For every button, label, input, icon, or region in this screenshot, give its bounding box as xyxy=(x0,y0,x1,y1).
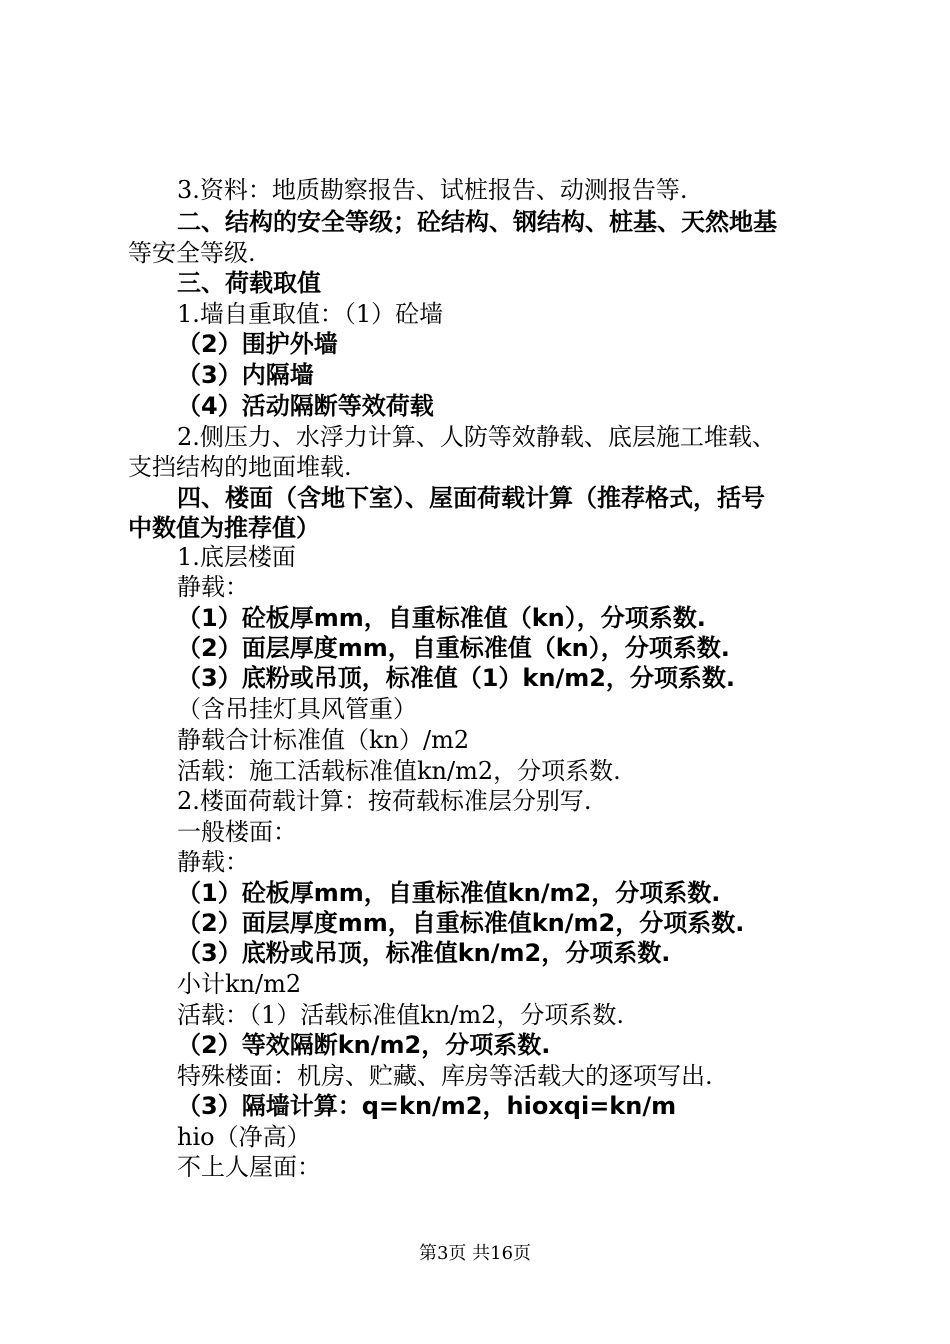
text-line-net-height: hio（净高） xyxy=(177,1123,311,1151)
text-line-lamp-duct: （含吊挂灯具风管重） xyxy=(177,695,417,723)
text-line-materials: 3.资料：地质勘察报告、试桩报告、动测报告等. xyxy=(177,176,688,204)
text-line-interior-wall: （3）内隔墙 xyxy=(177,361,314,389)
page-number: 第3页 共16页 xyxy=(418,1243,532,1264)
text-line-live-load-2: 活载：（1）活载标准值kn/m2，分项系数. xyxy=(177,1001,625,1029)
text-line-partition-load: （4）活动隔断等效荷载 xyxy=(177,392,434,420)
text-line-surface-2: （2）面层厚度mm，自重标准值kn/m2，分项系数. xyxy=(177,909,745,937)
heading-floor-roof-load-cont: 中数值为推荐值） xyxy=(128,514,320,542)
text-line-lateral-pressure: 2.侧压力、水浮力计算、人防等效静载、底层施工堆载、 xyxy=(177,423,776,451)
text-line-dead-load-1: 静载： xyxy=(177,573,249,601)
text-line-exterior-wall: （2）围护外墙 xyxy=(177,330,338,358)
text-line-partition-wall-calc: （3）隔墙计算：q=kn/m2，hioxqi=kn/m xyxy=(177,1092,677,1120)
text-line-safety-level-cont: 等安全等级. xyxy=(128,239,256,267)
text-line-slab-2: （1）砼板厚mm，自重标准值kn/m2，分项系数. xyxy=(177,879,721,907)
text-line-dead-load-2: 静载： xyxy=(177,848,249,876)
text-line-equivalent-partition: （2）等效隔断kn/m2，分项系数. xyxy=(177,1031,551,1059)
text-line-ground-floor: 1.底层楼面 xyxy=(177,543,296,571)
heading-safety-level: 二、结构的安全等级；砼结构、钢结构、桩基、天然地基 xyxy=(177,208,777,236)
heading-load-values: 三、荷载取值 xyxy=(177,269,321,297)
text-line-subtotal: 小计kn/m2 xyxy=(177,970,302,998)
text-line-slab-1: （1）砼板厚mm，自重标准值（kn），分项系数. xyxy=(177,604,706,632)
text-line-non-accessible-roof: 不上人屋面： xyxy=(177,1153,321,1181)
text-line-wall-weight: 1.墙自重取值：（1）砼墙 xyxy=(177,300,444,328)
text-line-live-load-1: 活载：施工活载标准值kn/m2，分项系数. xyxy=(177,757,621,785)
text-line-surface-1: （2）面层厚度mm，自重标准值（kn），分项系数. xyxy=(177,634,730,662)
text-line-ceiling-2: （3）底粉或吊顶，标准值kn/m2，分项系数. xyxy=(177,939,671,967)
text-line-general-floor: 一般楼面： xyxy=(177,818,297,846)
text-line-floor-load-calc: 2.楼面荷载计算：按荷载标准层分别写. xyxy=(177,787,592,815)
heading-floor-roof-load: 四、楼面（含地下室）、屋面荷载计算（推荐格式，括号 xyxy=(177,484,765,512)
text-line-ceiling-1: （3）底粉或吊顶，标准值（1）kn/m2，分项系数. xyxy=(177,664,736,692)
text-line-lateral-pressure-cont: 支挡结构的地面堆载. xyxy=(128,453,352,481)
text-line-special-floor: 特殊楼面：机房、贮藏、库房等活载大的逐项写出. xyxy=(177,1062,713,1090)
text-line-dead-load-total: 静载合计标准值（kn）/m2 xyxy=(177,726,470,754)
